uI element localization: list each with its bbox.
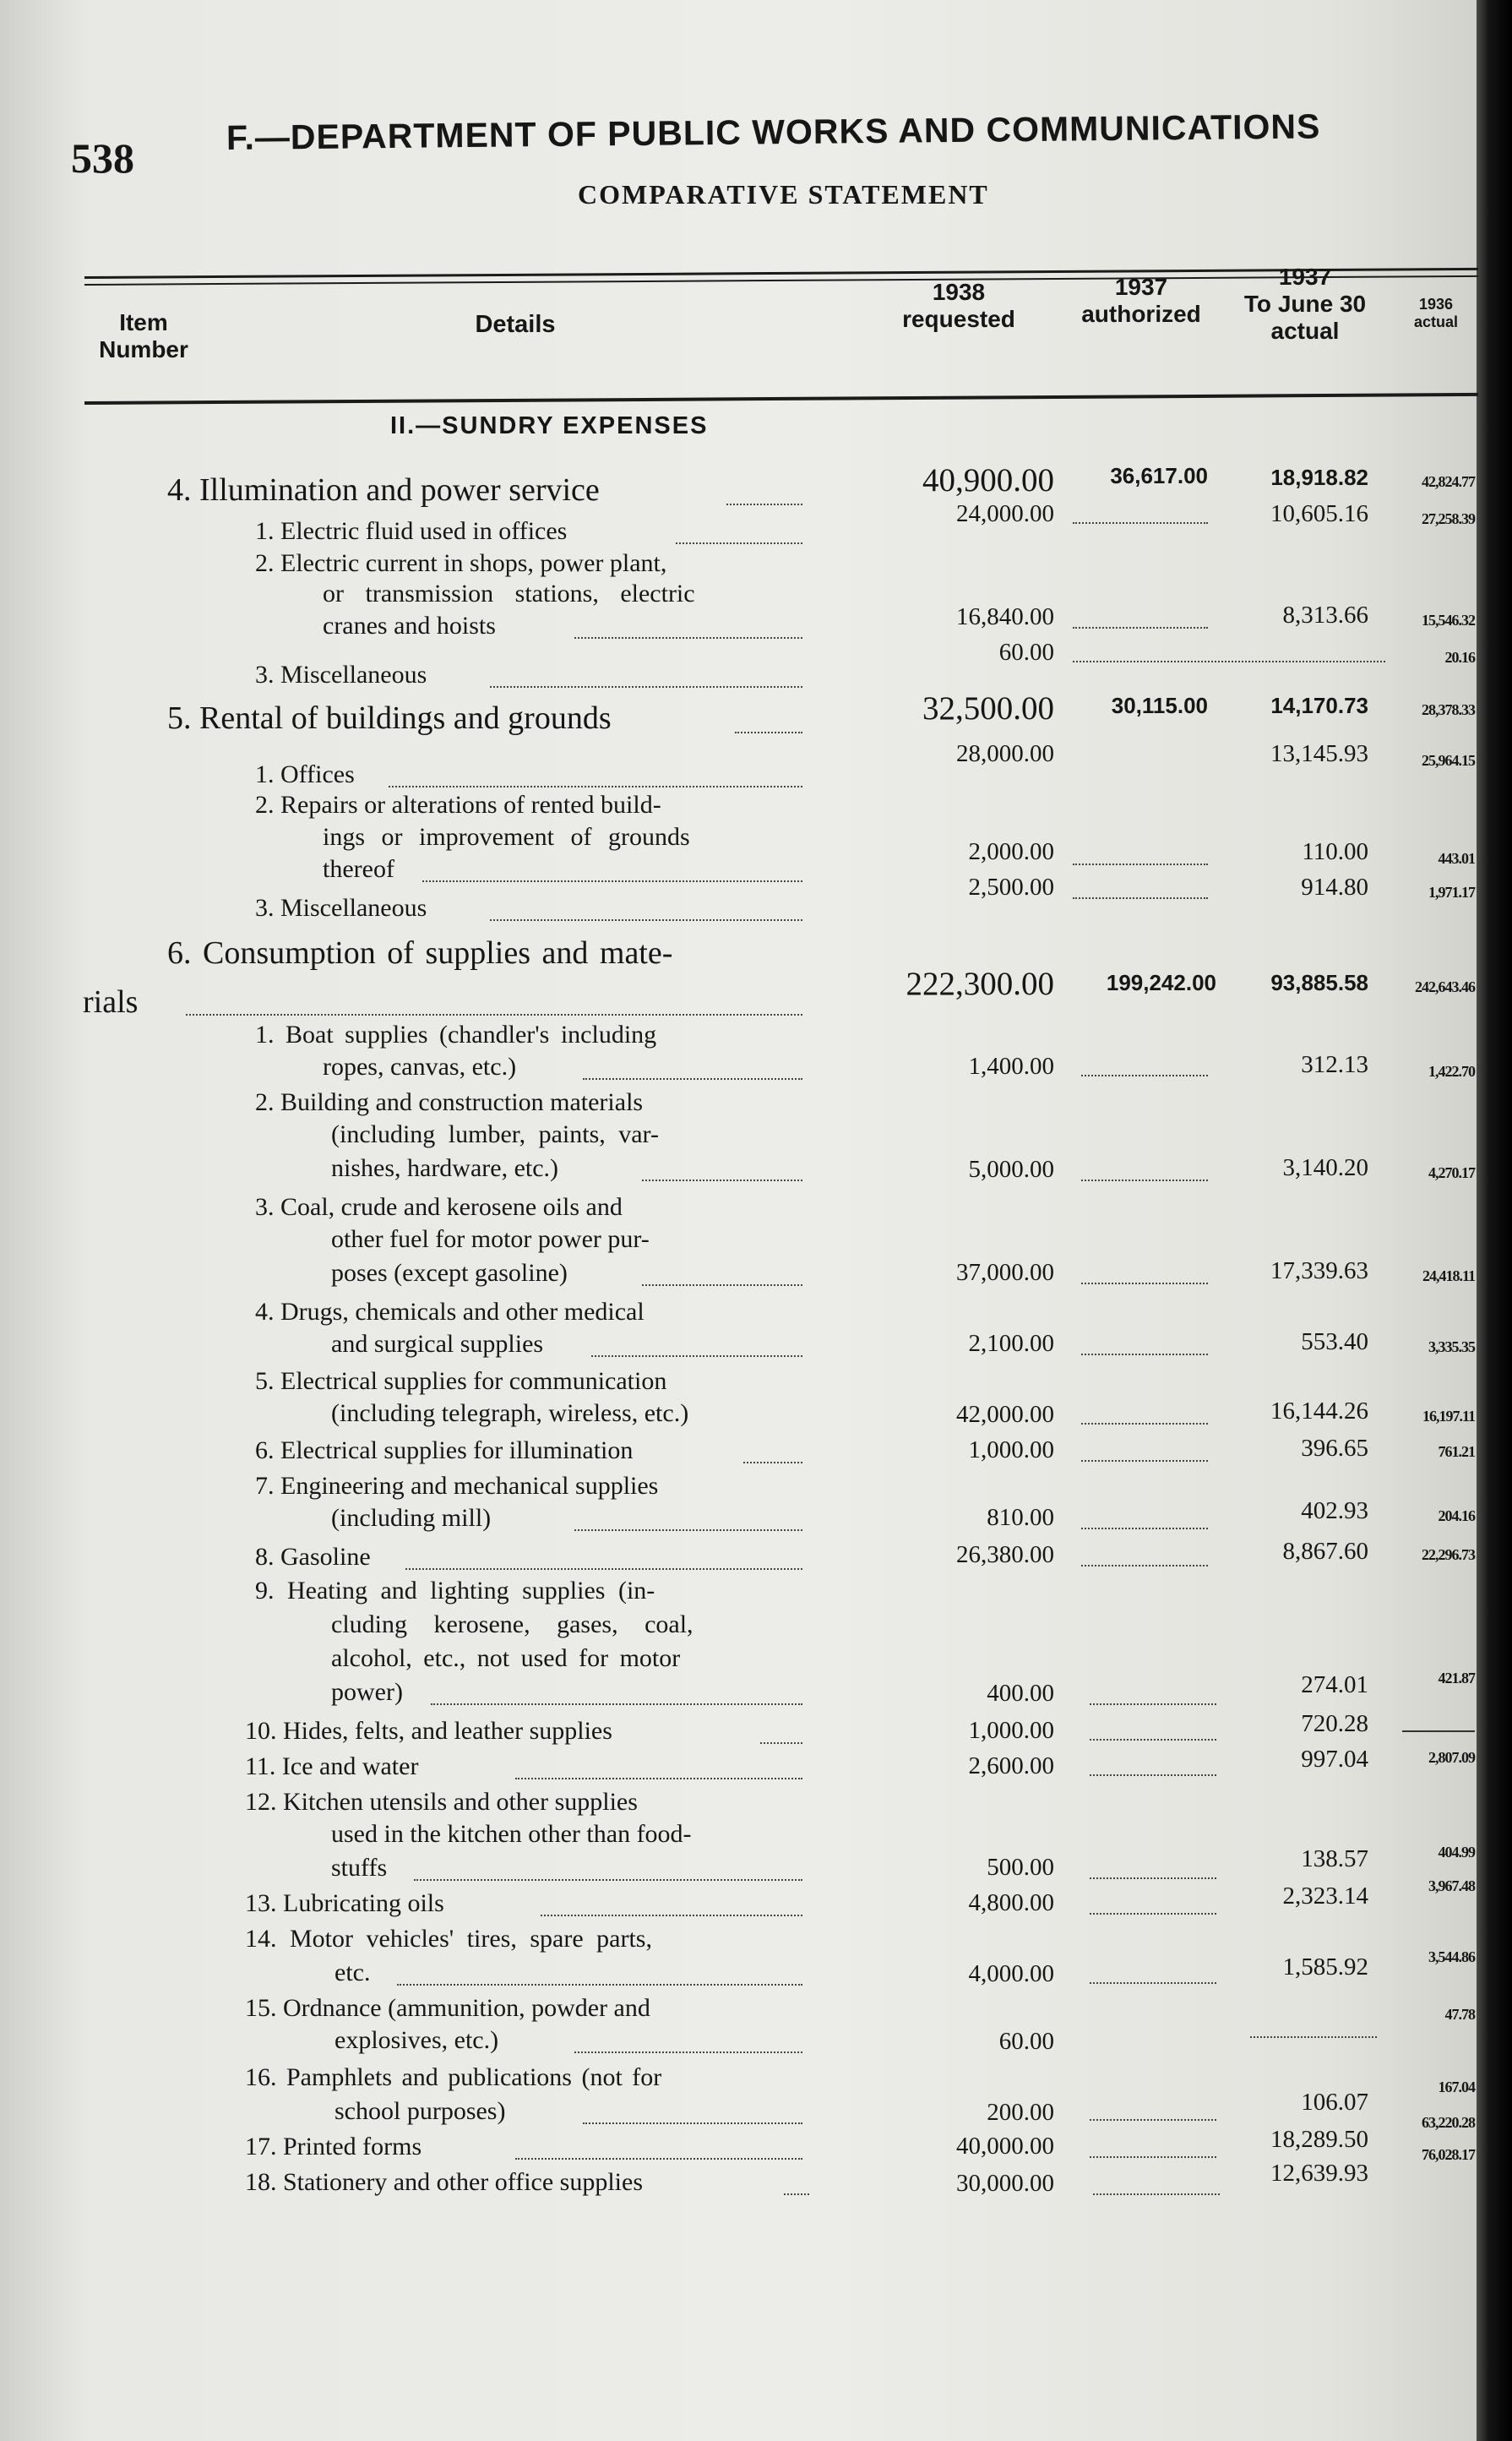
actual-1937-value: 8,867.60 (1282, 1538, 1368, 1565)
requested-value: 32,500.00 (922, 690, 1054, 727)
actual-1936-value: 443.01 (1438, 850, 1475, 867)
leader-dots (1073, 661, 1385, 662)
subitem-label: poses (except gasoline) (331, 1259, 568, 1287)
actual-1936-value: 42,824.77 (1422, 473, 1475, 490)
actual-1937-value: 402.93 (1301, 1497, 1368, 1524)
requested-value: 16,840.00 (956, 603, 1054, 630)
leader-dots (784, 2193, 809, 2195)
actual-1936-value: 24,418.11 (1422, 1267, 1475, 1284)
leader-dots (1090, 1982, 1216, 1984)
item-label: 6. Consumption of supplies and mate- (167, 935, 673, 971)
leader-dots (1081, 1283, 1208, 1284)
actual-1936-value: 2,807.09 (1428, 1749, 1475, 1766)
subitem-label: 2. Electric current in shops, power plant, (255, 549, 667, 577)
actual-1937-value: 18,289.50 (1270, 2126, 1368, 2153)
leader-dots (431, 1703, 802, 1705)
subitem-label: ings or improvement of grounds (323, 823, 690, 851)
requested-value: 2,500.00 (968, 874, 1054, 901)
requested-value: 2,100.00 (968, 1330, 1054, 1357)
requested-value: 2,600.00 (968, 1752, 1054, 1779)
requested-value: 24,000.00 (956, 500, 1054, 527)
subitem-label: 7. Engineering and mechanical supplies (255, 1472, 659, 1500)
leader-dots (389, 786, 802, 787)
col-header-item-number: Item Number (99, 309, 188, 363)
leader-dots (676, 542, 802, 544)
actual-1937-value: 17,339.63 (1270, 1257, 1368, 1284)
subitem-label: 2. Building and construction materials (255, 1088, 644, 1116)
subitem-label: 4. Drugs, chemicals and other medical (255, 1298, 645, 1326)
leader-dots (642, 1180, 802, 1181)
subitem-label: used in the kitchen other than food- (331, 1820, 692, 1848)
leader-dots (186, 1014, 802, 1016)
subitem-label: (including lumber, paints, var- (331, 1120, 659, 1148)
leader-dots (541, 1915, 802, 1916)
requested-value: 5,000.00 (968, 1156, 1054, 1183)
leader-dots (1081, 1460, 1208, 1462)
subitem-label: and surgical supplies (331, 1330, 544, 1358)
subitem-label: etc. (334, 1959, 371, 1986)
leader-dots (743, 1462, 802, 1463)
subitem-label: 3. Coal, crude and kerosene oils and (255, 1193, 623, 1221)
actual-1936-value: 15,546.32 (1422, 612, 1475, 629)
subitem-label: 8. Gasoline (255, 1543, 371, 1571)
actual-1936-value: 76,028.17 (1422, 2146, 1475, 2163)
subitem-label: 14. Motor vehicles' tires, spare parts, (245, 1925, 652, 1953)
requested-value: 30,000.00 (956, 2170, 1054, 2197)
leader-dots (515, 1778, 802, 1779)
subitem-label: cluding kerosene, gases, coal, (331, 1610, 693, 1638)
subitem-label: 15. Ordnance (ammunition, powder and (245, 1994, 650, 2022)
item-label: rials (83, 984, 139, 1020)
subitem-label: 1. Offices (255, 760, 355, 788)
col-header-requested: 1938 requested (902, 279, 1015, 333)
col-header-actual-1937: 1937 To June 30 actual (1243, 264, 1367, 345)
leader-dots (1090, 1739, 1216, 1741)
authorized-value: 36,617.00 (1110, 463, 1208, 488)
leader-dots (1081, 1423, 1208, 1425)
leader-dots (1090, 2156, 1216, 2158)
actual-1937-value: 10,605.16 (1270, 500, 1368, 527)
actual-1936-value: 167.04 (1438, 2079, 1475, 2095)
subitem-label: 18. Stationery and other office supplies (245, 2168, 644, 2196)
leader-dots (1081, 1075, 1208, 1076)
page-subtitle: COMPARATIVE STATEMENT (578, 179, 989, 210)
subitem-label: 1. Boat supplies (chandler's including (255, 1021, 657, 1049)
subitem-label: ropes, canvas, etc.) (323, 1053, 517, 1081)
actual-1937-value: 396.65 (1301, 1435, 1368, 1462)
actual-1937-value: 93,885.58 (1270, 970, 1368, 995)
page-number: 538 (71, 134, 134, 182)
subitem-label: 9. Heating and lighting supplies (in- (255, 1577, 655, 1605)
requested-value: 1,000.00 (968, 1436, 1054, 1463)
subitem-label: or transmission stations, electric (323, 580, 695, 608)
col-header-authorized: 1937 authorized (1081, 274, 1201, 328)
actual-1937-value: 138.57 (1301, 1845, 1368, 1872)
col-header-details: Details (475, 311, 556, 338)
leader-dots (414, 1879, 802, 1881)
leader-dots (574, 2051, 802, 2053)
leader-dots (1081, 1354, 1208, 1355)
actual-1937-value: 18,918.82 (1270, 465, 1368, 490)
leader-dots (490, 919, 802, 921)
actual-1937-value: 312.13 (1301, 1051, 1368, 1078)
actual-1936-value: 28,378.33 (1422, 701, 1475, 718)
leader-dots (583, 2122, 802, 2124)
actual-1936-value: 421.87 (1438, 1670, 1475, 1686)
subitem-label: 10. Hides, felts, and leather supplies (245, 1717, 612, 1745)
subitem-label: 5. Electrical supplies for communication (255, 1367, 667, 1395)
subitem-label: 3. Miscellaneous (255, 661, 427, 689)
leader-dots (1090, 1703, 1216, 1705)
leader-dots (574, 1529, 802, 1531)
actual-1937-value: 14,170.73 (1270, 693, 1368, 718)
leader-dots (574, 637, 802, 639)
subitem-label: explosives, etc.) (334, 2026, 499, 2054)
leader-dots (591, 1355, 802, 1357)
actual-1936-value: 27,258.39 (1422, 510, 1475, 527)
subitem-label: 13. Lubricating oils (245, 1889, 444, 1917)
actual-1936-value: 242,643.46 (1415, 978, 1475, 995)
subitem-label: (including telegraph, wireless, etc.) (331, 1399, 689, 1427)
subitem-label: thereof (323, 855, 394, 883)
subitem-label: school purposes) (334, 2097, 506, 2125)
leader-dots (642, 1284, 802, 1286)
requested-value: 60.00 (998, 2028, 1054, 2055)
actual-1937-value: 13,145.93 (1270, 740, 1368, 767)
leader-dots (1081, 1528, 1208, 1529)
requested-value: 37,000.00 (956, 1259, 1054, 1286)
requested-value: 500.00 (987, 1854, 1054, 1881)
actual-1937-value: 16,144.26 (1270, 1398, 1368, 1425)
leader-dots (1093, 2193, 1220, 2195)
requested-value: 810.00 (987, 1504, 1054, 1531)
actual-1936-value: 3,544.86 (1428, 1948, 1475, 1965)
subitem-label: 12. Kitchen utensils and other supplies (245, 1788, 638, 1816)
requested-value: 1,000.00 (968, 1717, 1054, 1744)
leader-dots (422, 880, 802, 882)
actual-1936-value: 3,967.48 (1428, 1877, 1475, 1894)
actual-1937-value: 553.40 (1301, 1328, 1368, 1355)
requested-value: 200.00 (987, 2099, 1054, 2126)
blank-rule (1402, 1730, 1475, 1732)
subitem-label: alcohol, etc., not used for motor (331, 1644, 681, 1672)
actual-1936-value: 47.78 (1444, 2006, 1475, 2023)
subitem-label: 17. Printed forms (245, 2133, 422, 2160)
subitem-label: other fuel for motor power pur- (331, 1225, 650, 1253)
subitem-label: 11. Ice and water (245, 1752, 419, 1780)
requested-value: 26,380.00 (956, 1541, 1054, 1568)
actual-1937-value: 274.01 (1301, 1671, 1368, 1698)
actual-1936-value: 22,296.73 (1422, 1546, 1475, 1563)
actual-1937-value: 914.80 (1301, 874, 1368, 901)
item-label: 5. Rental of buildings and grounds (167, 700, 612, 736)
leader-dots (1073, 897, 1208, 899)
requested-value: 400.00 (987, 1680, 1054, 1707)
leader-dots (405, 1568, 802, 1570)
actual-1937-value: 1,585.92 (1282, 1953, 1368, 1981)
leader-dots (1073, 864, 1208, 865)
actual-1937-value: 12,639.93 (1270, 2160, 1368, 2187)
actual-1936-value: 25,964.15 (1422, 752, 1475, 769)
section-heading: II.—SUNDRY EXPENSES (390, 412, 709, 439)
actual-1936-value: 4,270.17 (1428, 1164, 1475, 1181)
actual-1937-value: 720.28 (1301, 1710, 1368, 1737)
col-header-actual-1936: 1936 actual (1413, 296, 1459, 330)
leader-dots (583, 1078, 802, 1080)
actual-1937-value: 110.00 (1302, 838, 1368, 865)
actual-1936-value: 20.16 (1444, 649, 1475, 666)
leader-dots (726, 504, 802, 505)
requested-value: 4,000.00 (968, 1960, 1054, 1987)
leader-dots (1090, 1913, 1216, 1915)
requested-value: 40,900.00 (922, 462, 1054, 499)
leader-dots (1250, 2036, 1377, 2038)
actual-1936-value: 1,971.17 (1428, 884, 1475, 901)
authorized-value: 199,242.00 (1106, 970, 1216, 995)
leader-dots (515, 2158, 802, 2160)
actual-1936-value: 761.21 (1438, 1443, 1475, 1460)
actual-1937-value: 106.07 (1301, 2089, 1368, 2116)
actual-1936-value: 204.16 (1438, 1507, 1475, 1524)
leader-dots (760, 1742, 802, 1744)
leader-dots (1081, 1565, 1208, 1566)
subitem-label: power) (331, 1678, 403, 1706)
subitem-label: 6. Electrical supplies for illumination (255, 1436, 634, 1464)
requested-value: 222,300.00 (906, 966, 1054, 1002)
leader-dots (1090, 1774, 1216, 1776)
subitem-label: 2. Repairs or alterations of rented build- (255, 791, 661, 819)
actual-1936-value: 404.99 (1438, 1844, 1475, 1861)
page-title: F.—DEPARTMENT OF PUBLIC WORKS AND COMMUNICATIONS (226, 106, 1321, 157)
requested-value: 60.00 (998, 639, 1054, 666)
requested-value: 1,400.00 (968, 1053, 1054, 1080)
subitem-label: cranes and hoists (323, 612, 496, 640)
requested-value: 4,800.00 (968, 1889, 1054, 1916)
actual-1936-value: 3,335.35 (1428, 1338, 1475, 1355)
leader-dots (1081, 1180, 1208, 1181)
subitem-label: stuffs (331, 1854, 388, 1882)
actual-1937-value: 2,323.14 (1282, 1883, 1368, 1910)
subitem-label: 3. Miscellaneous (255, 894, 427, 922)
actual-1937-value: 8,313.66 (1282, 602, 1368, 629)
item-label: 4. Illumination and power service (167, 472, 600, 508)
requested-value: 2,000.00 (968, 838, 1054, 865)
leader-dots (1090, 2119, 1216, 2121)
leader-dots (735, 732, 802, 733)
actual-1936-value: 1,422.70 (1428, 1063, 1475, 1080)
leader-dots (1073, 627, 1208, 629)
subitem-label: 16. Pamphlets and publications (not for (245, 2063, 662, 2091)
actual-1936-value: 16,197.11 (1422, 1408, 1475, 1425)
requested-value: 40,000.00 (956, 2133, 1054, 2160)
actual-1937-value: 3,140.20 (1282, 1154, 1368, 1181)
leader-dots (1090, 1877, 1216, 1879)
subitem-label: (including mill) (331, 1504, 492, 1532)
leader-dots (397, 1984, 802, 1986)
leader-dots (1073, 522, 1208, 524)
subitem-label: nishes, hardware, etc.) (331, 1154, 559, 1182)
leader-dots (490, 686, 802, 688)
requested-value: 42,000.00 (956, 1401, 1054, 1428)
page-binding-edge (1477, 0, 1512, 2441)
subitem-label: 1. Electric fluid used in offices (255, 517, 568, 545)
actual-1936-value: 63,220.28 (1422, 2114, 1475, 2131)
actual-1937-value: 997.04 (1301, 1746, 1368, 1773)
requested-value: 28,000.00 (956, 740, 1054, 767)
authorized-value: 30,115.00 (1111, 693, 1208, 718)
